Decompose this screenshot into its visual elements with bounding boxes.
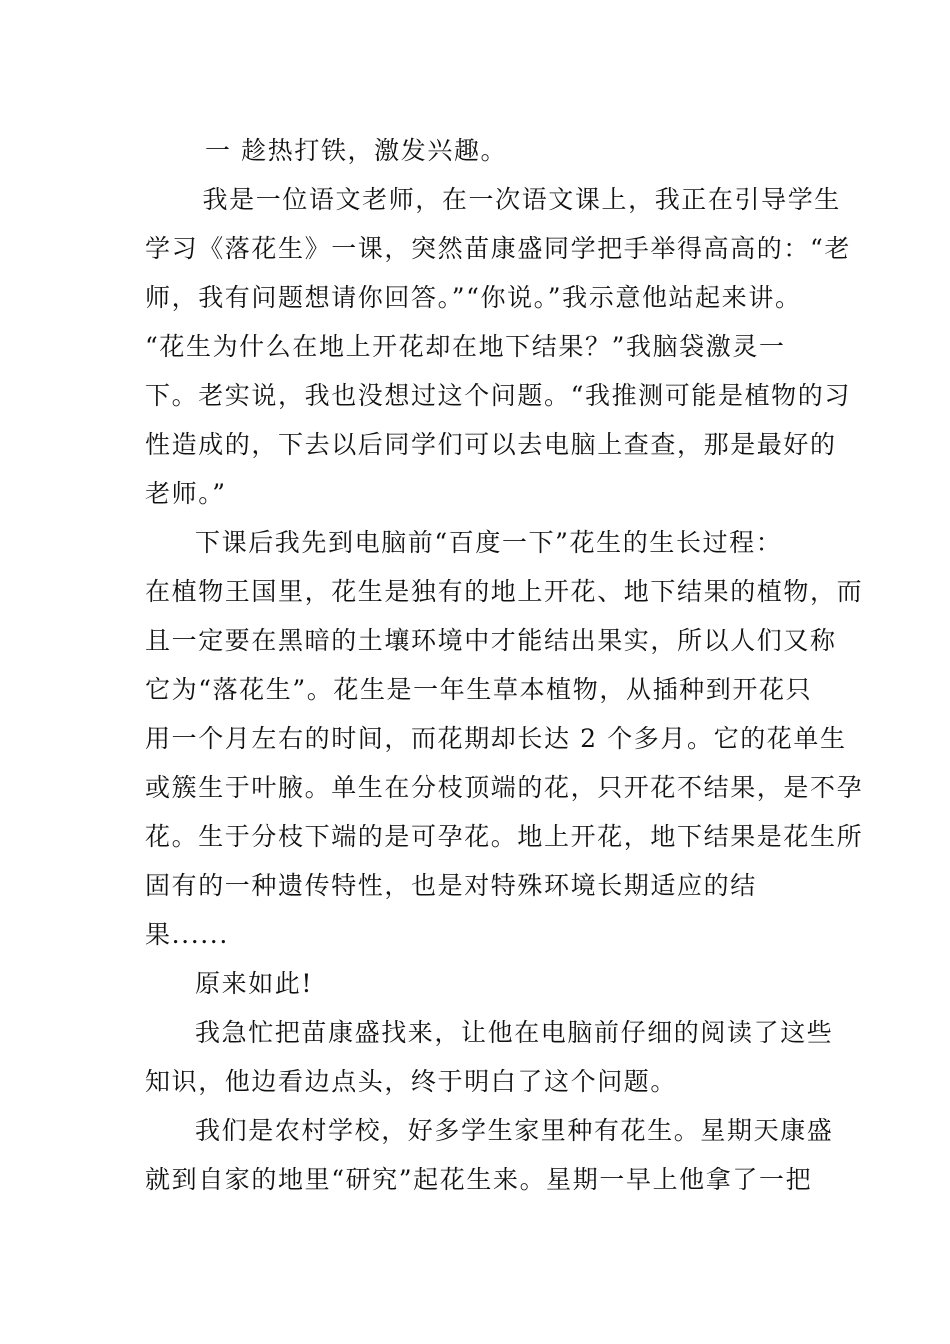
paragraph-line: 我急忙把苗康盛找来，让他在电脑前仔细的阅读了这些 [195, 1018, 834, 1047]
paragraph-line: 原来如此! [195, 969, 314, 998]
paragraph-line: 我是一位语文老师，在一次语文课上，我正在引导学生 [202, 185, 841, 214]
document-body [145, 126, 864, 1204]
paragraph-1 [145, 175, 851, 518]
paragraph-5 [145, 1106, 834, 1204]
paragraph-line: 师，我有问题想请你回答。”“你说。”我示意他站起来讲。 [145, 283, 802, 312]
paragraph-line: 就到自家的地里“研究”起花生来。星期一早上他拿了一把 [145, 1165, 813, 1194]
paragraph-3 [145, 959, 807, 1008]
paragraph-line: 下课后我先到电脑前“百度一下”花生的生长过程： [195, 528, 783, 557]
paragraph-line: 固有的一种遗传特性，也是对特殊环境长期适应的结 [145, 871, 757, 900]
section-heading [145, 126, 807, 175]
paragraph-line: 老师。” [145, 479, 227, 508]
paragraph-line: 在植物王国里，花生是独有的地上开花、地下结果的植物，而 [145, 577, 864, 606]
paragraph-line: 性造成的，下去以后同学们可以去电脑上查查，那是最好的 [145, 430, 837, 459]
paragraph-4 [145, 1008, 834, 1106]
paragraph-line: 下。老实说，我也没想过这个问题。“我推测可能是植物的习 [145, 381, 851, 410]
paragraph-line: 且一定要在黑暗的土壤环境中才能结出果实，所以人们又称 [145, 626, 837, 655]
paragraph-line: “花生为什么在地上开花却在地下结果？”我脑袋激灵一 [145, 332, 786, 361]
heading-text: 一 趁热打铁，激发兴趣。 [205, 136, 508, 165]
paragraph-2 [145, 518, 864, 959]
paragraph-line: 它为“落花生”。花生是一年生草本植物，从插种到开花只 [145, 675, 813, 704]
paragraph-line: 知识，他边看边点头，终于明白了这个问题。 [145, 1067, 678, 1096]
paragraph-line: 我们是农村学校，好多学生家里种有花生。星期天康盛 [195, 1116, 834, 1145]
paragraph-line: 或簇生于叶腋。单生在分枝顶端的花，只开花不结果，是不孕 [145, 773, 864, 802]
paragraph-line: 果...... [145, 920, 229, 949]
paragraph-line: 花。生于分枝下端的是可孕花。地上开花，地下结果是花生所 [145, 822, 864, 851]
paragraph-line: 用一个月左右的时间，而花期却长达 2 个多月。它的花单生 [145, 724, 847, 753]
paragraph-line: 学习《落花生》一课，突然苗康盛同学把手举得高高的：“老 [145, 234, 851, 263]
